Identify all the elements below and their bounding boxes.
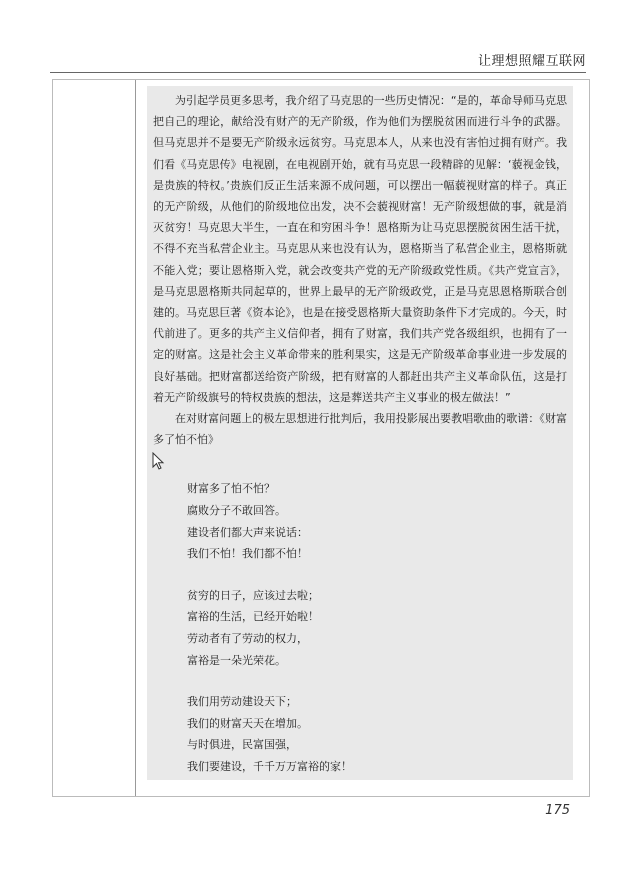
article-body xyxy=(147,86,573,780)
header-title: 让理想照耀互联网 xyxy=(477,54,586,69)
lyric-line: 我们的财富天天在增加。 xyxy=(187,716,308,730)
header-rule xyxy=(50,72,586,73)
stanza xyxy=(187,478,567,564)
spacer xyxy=(153,450,567,478)
lyric-line: 富裕的生活，已经开始啦！ xyxy=(187,610,319,624)
lyric-line: 富裕是一朵光荣花。 xyxy=(187,653,286,667)
mouse-pointer-icon xyxy=(151,452,167,472)
lyric-line: 建设者们都大声来说话： xyxy=(187,525,308,539)
stanza xyxy=(187,585,567,671)
lyric-line: 我们要建设，千千万万富裕的家！ xyxy=(187,759,352,773)
side-column xyxy=(53,80,136,796)
paragraph: 为引起学员更多思考，我介绍了马克思的一些历史情况：“是的，革命导师马克思把自己的理论，献给没有财产的无产阶级，作为他们为摆脱贫困而进行斗争的武器。但马克思并不是要无产阶级永远贫穷。马克思本人，从来也没有害怕过拥有财产。我们看《马克思传》电视剧，在电视剧开始，就有马克思一段精辟的见解：‘藐视金钱，是贵族的特权。’贵族们反正生活来源不成问题，可以摆出一幅藐视财富的样子。真正的无产阶级，从他们的阶级地位出发，决不会藐视财富！无产阶级想做的事，就是消灭贫穷！马克思大半生，一直在和穷困斗争！恩格斯为让马克思摆脱贫困生活干扰，不得不充当私营企业主。马克思从来也没有认为，恩格斯当了私营企业主，恩格斯就不能入党；要让恩格斯入党，就会改变共产党的无产阶级政党性质。《共产党宣言》，是马克思恩格斯共同起草的，世界上最早的无产阶级政党，正是马克思恩格斯联合创建的。马克思巨著《资本论》，也是在接受恩格斯大量资助条件下才完成的。今天，时代前进了。更多的共产主义信仰者，拥有了财富，我们共产党各级组织，也拥有了一定的财富。这是社会主义革命带来的胜利果实，这是无产阶级革命事业进一步发展的良好基础。把财富都送给资产阶级，把有财富的人都赶出共产主义革命队伍，这是打着无产阶级旗号的特权贵族的想法，这是葬送共产主义事业的极左做法！” xyxy=(153,94,567,404)
lyric-line: 我们用劳动建设天下； xyxy=(187,695,297,709)
page-frame xyxy=(52,79,590,797)
lyric-line: 我们不怕！我们都不怕！ xyxy=(187,547,308,561)
page-header xyxy=(0,50,630,74)
paragraph: 在对财富问题上的极左思想进行批判后，我用投影展出要教唱歌曲的歌谱：《财富多了怕不怕》 xyxy=(153,412,567,447)
stanza xyxy=(187,691,567,777)
lyric-line: 与时俱进，民富国强， xyxy=(187,738,297,752)
lyric-line: 劳动者有了劳动的权力， xyxy=(187,632,308,646)
lyric-line: 财富多了怕不怕？ xyxy=(187,482,275,496)
lyric-line: 贫穷的日子，应该过去啦； xyxy=(187,588,319,602)
song-lyrics xyxy=(187,478,567,777)
lyric-line: 腐败分子不敢回答。 xyxy=(187,504,286,518)
page-number: 175 xyxy=(545,803,570,818)
